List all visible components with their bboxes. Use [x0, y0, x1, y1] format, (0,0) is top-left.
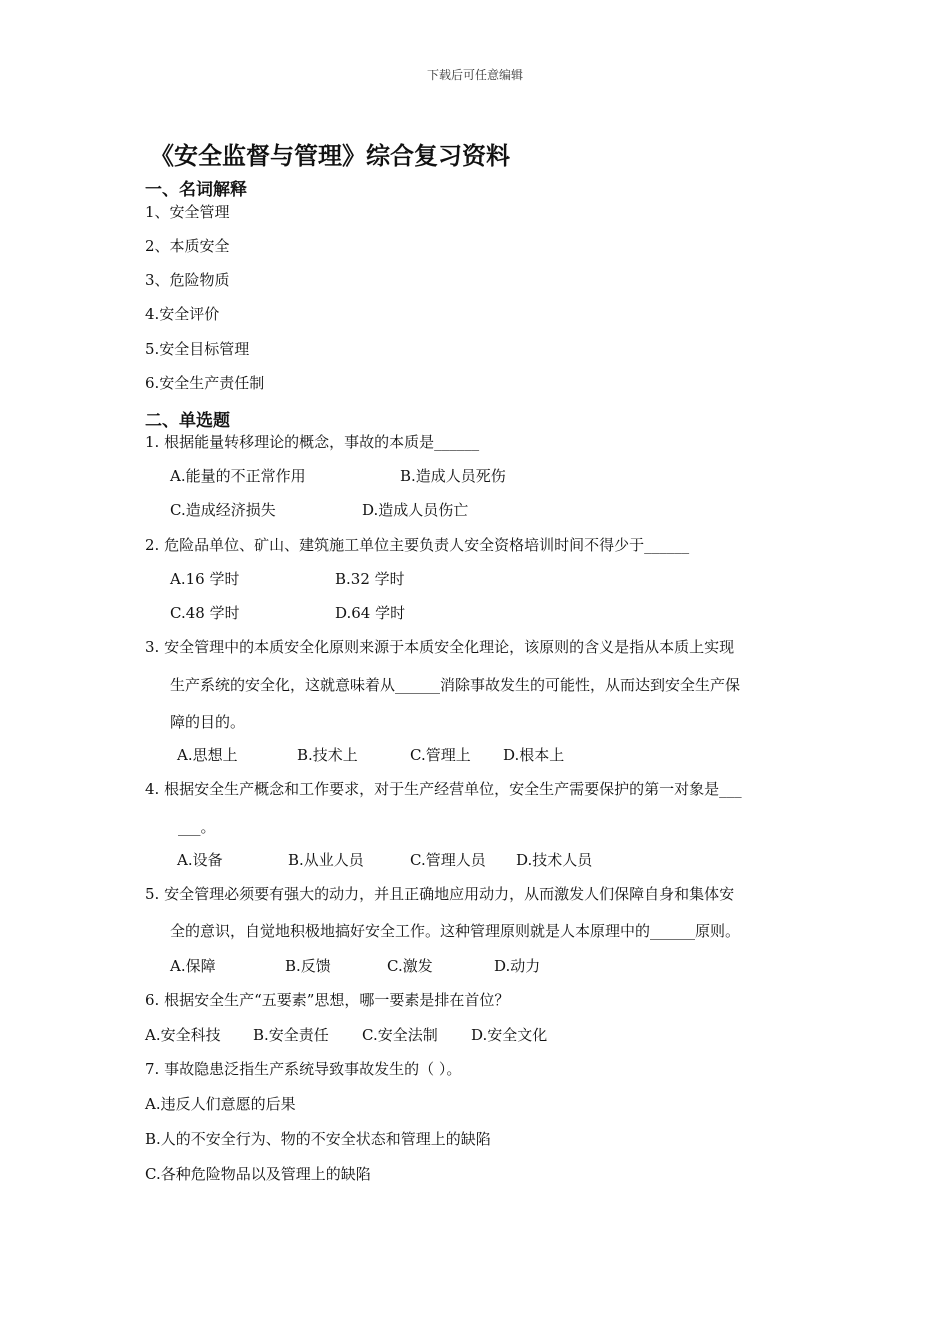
question-4-line-2: ___。	[178, 818, 216, 836]
q6-option-a: A.安全科技	[145, 1026, 221, 1044]
question-3-line-2: 生产系统的安全化，这就意味着从______消除事故发生的可能性，从而达到安全生产保	[170, 676, 741, 694]
q1-option-b: B.造成人员死伤	[400, 467, 506, 485]
header-note: 下载后可任意编辑	[426, 68, 523, 82]
q5-option-b: B.反馈	[285, 957, 331, 975]
q6-option-b: B.安全责任	[253, 1026, 329, 1044]
q3-option-b: B.技术上	[297, 746, 358, 764]
q5-option-c: C.激发	[387, 957, 433, 975]
question-3-line-3: 障的目的。	[170, 713, 246, 731]
term-item: 3、危险物质	[145, 271, 230, 289]
document-title: 《安全监督与管理》综合复习资料	[150, 142, 510, 170]
q3-option-c: C.管理上	[410, 746, 471, 764]
q2-option-a: A.16 学时	[170, 570, 240, 588]
question-6-text: 6. 根据安全生产“五要素”思想，哪一要素是排在首位？	[145, 991, 510, 1009]
q1-option-a: A.能量的不正常作用	[170, 467, 306, 485]
section-heading-single-choice: 二、单选题	[145, 411, 230, 431]
section-heading-definitions: 一、名词解释	[145, 180, 247, 200]
q2-option-b: B.32 学时	[335, 570, 405, 588]
q6-option-c: C.安全法制	[362, 1026, 438, 1044]
q3-option-d: D.根本上	[503, 746, 565, 764]
q7-option-b: B.人的不安全行为、物的不安全状态和管理上的缺陷	[145, 1130, 491, 1148]
question-4-line-1: 4. 根据安全生产概念和工作要求，对于生产经营单位，安全生产需要保护的第一对象是___	[145, 780, 742, 798]
q4-option-a: A.设备	[177, 851, 223, 869]
q5-option-d: D.动力	[494, 957, 541, 975]
q3-option-a: A.思想上	[177, 746, 238, 764]
q6-option-d: D.安全文化	[471, 1026, 548, 1044]
question-7-text: 7. 事故隐患泛指生产系统导致事故发生的（ ）。	[145, 1060, 462, 1078]
q2-option-c: C.48 学时	[170, 604, 240, 622]
term-item: 6.安全生产责任制	[145, 374, 265, 392]
question-1-text: 1. 根据能量转移理论的概念，事故的本质是______	[145, 433, 480, 451]
q7-option-c: C.各种危险物品以及管理上的缺陷	[145, 1165, 371, 1183]
q1-option-c: C.造成经济损失	[170, 501, 276, 519]
q4-option-b: B.从业人员	[288, 851, 364, 869]
term-item: 5.安全目标管理	[145, 340, 250, 358]
q1-option-d: D.造成人员伤亡	[362, 501, 469, 519]
q7-option-a: A.违反人们意愿的后果	[145, 1095, 296, 1113]
q2-option-d: D.64 学时	[335, 604, 406, 622]
question-3-line-1: 3. 安全管理中的本质安全化原则来源于本质安全化理论，该原则的含义是指从本质上实现	[145, 638, 735, 656]
term-item: 4.安全评价	[145, 305, 220, 323]
question-5-line-2: 全的意识，自觉地积极地搞好安全工作。这种管理原则就是人本原理中的______原则。	[170, 922, 741, 940]
term-item: 2、本质安全	[145, 237, 230, 255]
term-item: 1、安全管理	[145, 203, 230, 221]
question-5-line-1: 5. 安全管理必须要有强大的动力，并且正确地应用动力，从而激发人们保障自身和集体安	[145, 885, 735, 903]
q5-option-a: A.保障	[170, 957, 216, 975]
q4-option-c: C.管理人员	[410, 851, 486, 869]
q4-option-d: D.技术人员	[516, 851, 593, 869]
question-2-text: 2. 危险品单位、矿山、建筑施工单位主要负责人安全资格培训时间不得少于______	[145, 536, 690, 554]
